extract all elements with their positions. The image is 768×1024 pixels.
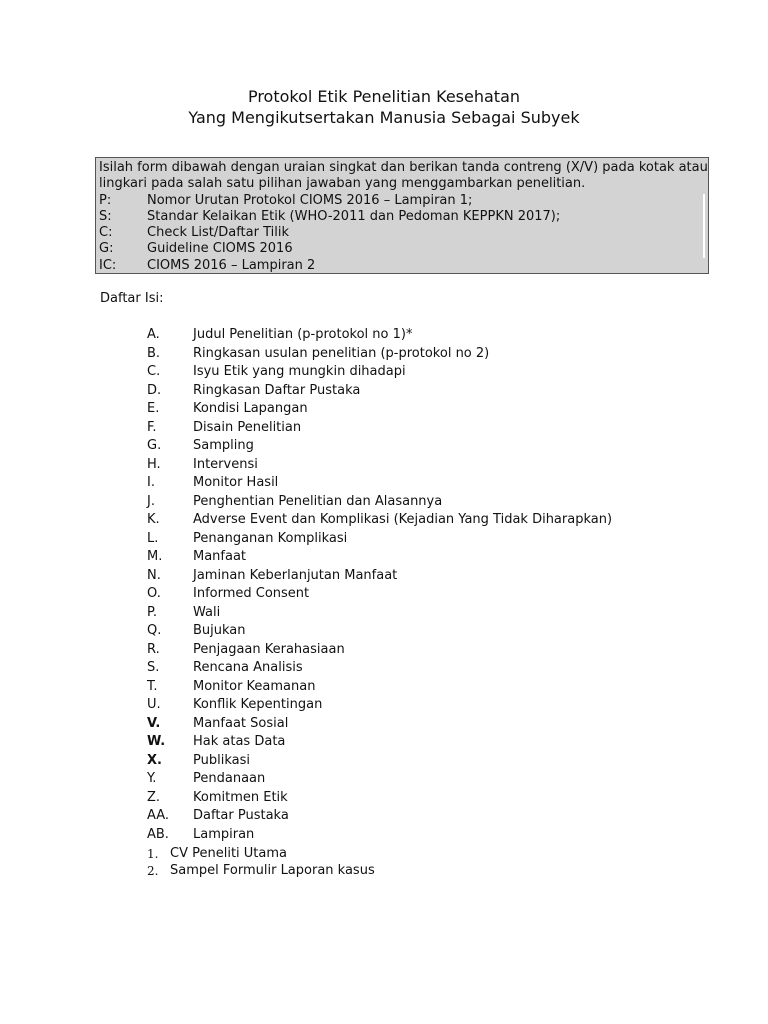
toc-item [147,437,612,456]
toc-item-label: Publikasi [193,752,250,768]
attachment-number: 2. [147,863,159,878]
legend-code: IC: [99,257,117,273]
toc-item-label: Komitmen Etik [193,789,288,805]
legend-code: S: [99,208,112,224]
toc-item [147,493,612,512]
attachment-item [147,846,375,863]
toc-item-label: Jaminan Keberlanjutan Manfaat [193,567,398,583]
legend-row [99,225,708,241]
toc-item-letter: I. [147,475,155,490]
document-title: Protokol Etik Penelitian Kesehatan [247,87,521,106]
legend-code: G: [99,241,114,257]
toc-item-label: Wali [193,604,221,620]
toc-item-letter: Q. [147,623,162,638]
toc-item-label: Bujukan [193,623,246,638]
toc-item-letter: AB. [147,826,169,842]
table-of-contents [147,326,612,844]
toc-item-label: Judul Penelitian (p-protokol no 1)* [193,327,413,342]
toc-item [147,641,612,660]
toc-item [147,548,612,567]
toc-item-letter: S. [147,660,160,675]
toc-item [147,530,612,549]
toc-item-letter: L. [147,530,159,546]
toc-item-label: Monitor Keamanan [193,678,316,694]
toc-item-letter: B. [147,345,161,361]
toc-item-label: Hak atas Data [193,734,286,749]
legend-text: Guideline CIOMS 2016 [147,241,293,257]
toc-item-letter: E. [147,401,160,416]
legend-text: Standar Kelaikan Etik (WHO-2011 dan Pedoman KEPPKN 2017); [147,208,561,224]
instruction-box [95,157,709,274]
toc-item [147,585,612,604]
toc-item-label: Disain Penelitian [193,419,302,435]
toc-item [147,659,612,678]
attachment-number: 1. [147,847,159,861]
toc-item [147,604,612,623]
toc-item-letter: V. [147,715,161,731]
attachment-list [147,846,375,879]
toc-item-letter: K. [147,512,160,527]
toc-item-letter: U. [147,697,161,712]
toc-item-label: Intervensi [193,456,258,472]
legend-row [99,258,708,274]
toc-item-label: Kondisi Lapangan [193,401,308,416]
toc-item-letter: H. [147,456,161,472]
toc-item-letter: O. [147,586,161,601]
toc-item-label: Penghentian Penelitian dan Alasannya [193,493,443,509]
toc-item-label: Penanganan Komplikasi [193,530,348,546]
toc-item [147,400,612,419]
toc-item-label: Lampiran [193,826,255,842]
toc-item-label: Isyu Etik yang mungkin dihadapi [193,364,406,379]
toc-item [147,474,612,493]
toc-item-letter: X. [147,752,162,768]
toc-item-letter: N. [147,567,161,583]
toc-item-label: Pendanaan [193,771,266,786]
toc-item [147,511,612,530]
toc-item [147,419,612,438]
toc-item-letter: A. [147,327,160,342]
toc-item-letter: M. [147,549,163,564]
document-subtitle: Yang Mengikutsertakan Manusia Sebagai Subyek [188,108,580,127]
toc-item-label: Monitor Hasil [193,475,279,490]
toc-item-letter: G. [147,438,162,453]
toc-item [147,382,612,401]
toc-item-label: Rencana Analisis [193,660,303,675]
toc-item-letter: W. [147,734,166,749]
toc-item [147,826,612,845]
legend-text: Nomor Urutan Protokol CIOMS 2016 – Lampiran 1; [147,192,473,208]
toc-item-label: Daftar Pustaka [193,808,289,823]
toc-item [147,752,612,771]
instruction-line-1: Isilah form dibawah dengan uraian singkat dan berikan tanda contreng (X/V) pada kotak atau [99,160,708,175]
toc-item [147,456,612,475]
toc-item [147,715,612,734]
toc-item-letter: R. [147,641,160,657]
toc-item [147,567,612,586]
toc-item-label: Penjagaan Kerahasiaan [193,641,345,657]
toc-item-letter: F. [147,419,157,435]
toc-item-letter: Z. [147,789,161,805]
legend-text: Check List/Daftar Tilik [147,225,289,241]
toc-item-letter: C. [147,364,161,379]
attachment-item [147,863,375,880]
toc-item [147,678,612,697]
toc-item-label: Manfaat [193,549,247,564]
box-divider [703,194,705,258]
legend-row [99,193,708,209]
toc-item [147,345,612,364]
toc-item [147,789,612,808]
toc-item [147,696,612,715]
toc-item-letter: T. [147,678,158,694]
toc-item-label: Manfaat Sosial [193,715,289,731]
toc-item-label: Ringkasan usulan penelitian (p-protokol no 2) [193,345,490,361]
toc-item [147,807,612,826]
legend-code: C: [99,225,113,241]
legend-code: P: [99,192,112,208]
toc-item [147,733,612,752]
toc-item-label: Sampling [193,438,254,453]
toc-item-letter: P. [147,604,157,620]
attachment-label: CV Peneliti Utama [170,846,287,861]
toc-item [147,622,612,641]
toc-item-letter: Y. [147,771,157,786]
toc-item [147,326,612,345]
toc-item-letter: J. [147,493,155,509]
toc-item [147,770,612,789]
toc-heading: Daftar Isi: [100,291,164,306]
legend-row [99,209,708,225]
toc-item-label: Ringkasan Daftar Pustaka [193,382,361,398]
legend-row [99,241,708,257]
toc-item-label: Informed Consent [193,586,310,601]
toc-item-letter: D. [147,382,162,398]
toc-item-label: Adverse Event dan Komplikasi (Kejadian Yang Tidak Diharapkan) [193,512,613,527]
toc-item-letter: AA. [147,808,170,823]
instruction-line-2: lingkari pada salah satu pilihan jawaban yang menggambarkan penelitian. [99,176,586,192]
legend-text: CIOMS 2016 – Lampiran 2 [147,257,316,273]
toc-item-label: Konflik Kepentingan [193,697,323,712]
toc-item [147,363,612,382]
attachment-label: Sampel Formulir Laporan kasus [170,862,375,878]
